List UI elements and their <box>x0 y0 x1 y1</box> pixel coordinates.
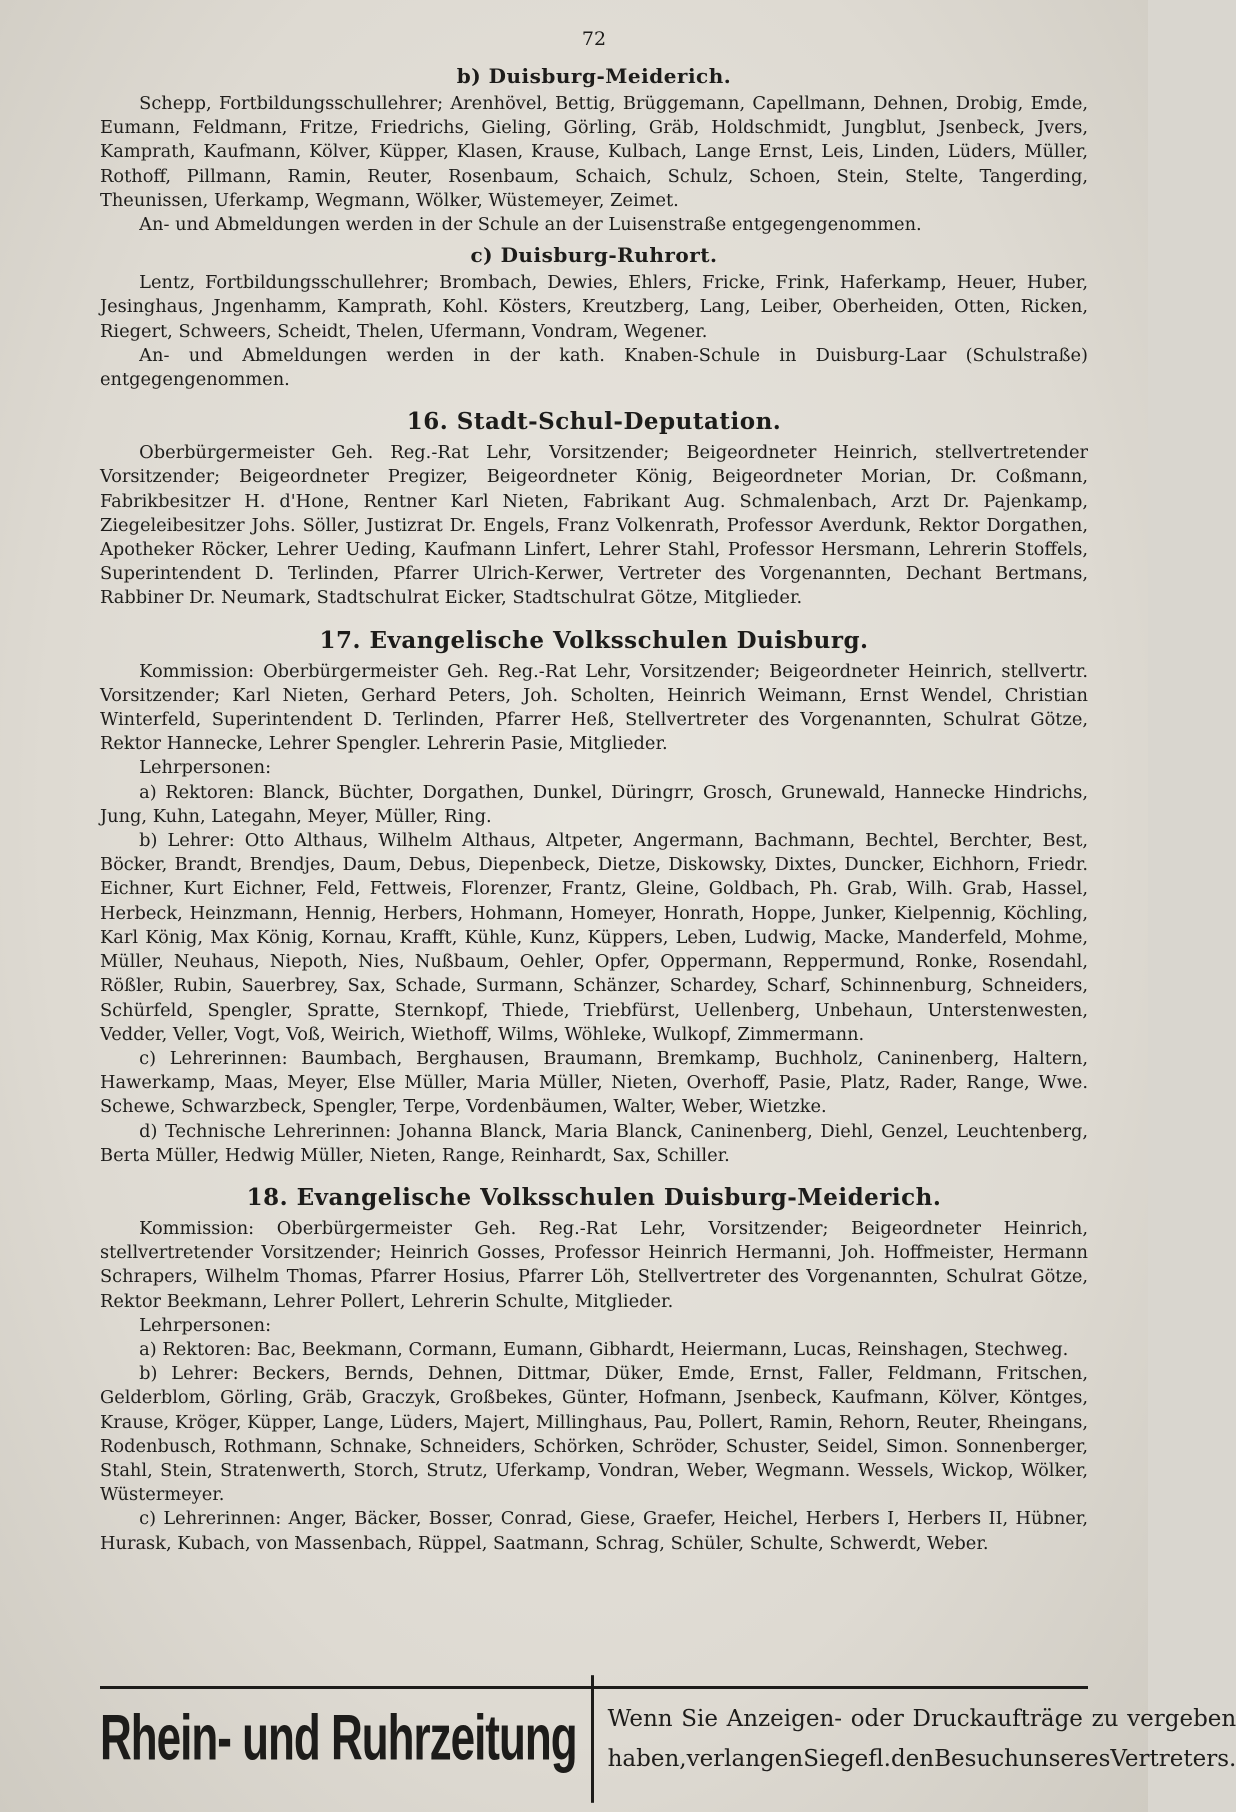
advertisement <box>100 1686 1236 1783</box>
page-number: 72 <box>581 28 607 50</box>
ad-word: vergeben <box>1127 1706 1236 1732</box>
ad-word: Sie <box>803 1746 840 1772</box>
section-paragraph: a) Rektoren: Blanck, Büchter, Dorgathen, Dunkel, Düringrr, Grosch, Grunewald, Hannecke Hindrichs, Jung, Kuhn, Lategahn, Meyer, Müller, Ring. <box>100 781 1088 827</box>
ad-word: oder <box>850 1706 904 1732</box>
ad-word: unseres <box>1018 1746 1111 1772</box>
ad-word: Wenn <box>607 1706 673 1732</box>
ad-word: Anzeigen- <box>726 1706 843 1732</box>
section-3 <box>100 627 1088 1168</box>
section-0 <box>100 64 1088 237</box>
ad-word: Druckaufträge <box>912 1706 1083 1732</box>
section-heading: 18. Evangelische Volksschulen Duisburg-Meiderich. <box>246 1183 942 1211</box>
section-heading: b) Duisburg-Meiderich. <box>456 64 732 88</box>
section-heading: 17. Evangelische Volksschulen Duisburg. <box>319 626 869 654</box>
ad-word: zu <box>1091 1706 1119 1732</box>
ad-word: Besuch <box>934 1746 1019 1772</box>
ad-word: Vertreters. <box>1110 1746 1236 1772</box>
ad-line-2 <box>608 1739 1236 1779</box>
section-paragraph: Lentz, Fortbildungsschullehrer; Brombach, Dewies, Ehlers, Fricke, Frink, Haferkamp, Heuer, Huber, Jesinghaus, Jngenhamm, Kamprath, Kohl. Kösters, Kreutzberg, Lang, Leiber, Oberheiden, Otten, Ricken, Riegert, Schweers, Scheidt, Thelen, Ufermann, Vondram, Wegener. <box>100 272 1088 342</box>
section-paragraph: c) Lehrerinnen: Anger, Bäcker, Bosser, Conrad, Giese, Graefer, Heichel, Herbers I, Herbers II, Hübner, Hurask, Kubach, von Massenbach, Rüppel, Saatmann, Schrag, Schüler, Schulte, Schwerdt, Weber. <box>100 1508 1088 1554</box>
section-paragraph: Kommission: Oberbürgermeister Geh. Reg.-Rat Lehr, Vorsitzender; Beigeordneter Heinrich, stellvertretender Vorsitzender; Heinrich Gosses, Professor Heinrich Hermanni, Joh. Hoffmeister, Hermann Schrapers, Wilhelm Thomas, Pfarrer Hosius, Pfarrer Löh, Stellvertreter des Vorgenannten, Schulrat Götze, Rektor Beekmann, Lehrer Pollert, Lehrerin Schulte, Mitglieder. <box>100 1217 1088 1312</box>
page-content <box>100 64 1088 1556</box>
section-paragraph: b) Lehrer: Beckers, Bernds, Dehnen, Dittmar, Düker, Emde, Ernst, Faller, Feldmann, Fritschen, Gelderblom, Görling, Gräb, Graczyk, Großbekes, Günter, Hofmann, Jsenbeck, Kaufmann, Kölver, Köntges, Krause, Kröger, Küpper, Lange, Lüders, Majert, Millinghaus, Pau, Pollert, Ramin, Rehorn, Reuter, Rheingans, Rodenbusch, Rothmann, Schnake, Schneiders, Schörken, Schröder, Schuster, Seidel, Simon. Sonnenberger, Stahl, Stein, Stratenwerth, Storch, Strutz, Uferkamp, Vondran, Weber, Wegmann. Wessels, Wickop, Wölker, Wüstermeyer. <box>100 1363 1088 1506</box>
section-paragraph: a) Rektoren: Bac, Beekmann, Cormann, Eumann, Gibhardt, Heiermann, Lucas, Reinshagen, Stechweg. <box>139 1338 1069 1360</box>
ad-word: den <box>890 1746 935 1772</box>
section-paragraph: Schepp, Fortbildungsschullehrer; Arenhövel, Bettig, Brüggemann, Capellmann, Dehnen, Drobig, Emde, Eumann, Feldmann, Fritze, Friedrichs, Gieling, Görling, Gräb, Holdschmidt, Jungblut, Jsenbeck, Jvers, Kamprath, Kaufmann, Kölver, Küpper, Klasen, Krause, Kulbach, Lange Ernst, Leis, Linden, Lüders, Müller, Rothoff, Pillmann, Ramin, Reuter, Rosenbaum, Schaich, Schulz, Schoen, Stein, Stelte, Tangerding, Theunissen, Uferkamp, Wegmann, Wölker, Wüstemeyer, Zeimet. <box>100 93 1088 211</box>
section-paragraph: Lehrpersonen: <box>139 757 272 779</box>
section-2 <box>100 408 1088 610</box>
section-paragraph: An- und Abmeldungen werden in der kath. Knaben-Schule in Duisburg-Laar (Schulstraße) entgegengenommen. <box>100 344 1088 391</box>
ad-text <box>594 1695 1236 1783</box>
section-paragraph: Lehrpersonen: <box>139 1314 272 1336</box>
section-heading: c) Duisburg-Ruhrort. <box>470 243 718 268</box>
ad-brand-name: Rhein- und Ruhrzeitung <box>100 1675 594 1803</box>
section-paragraph: b) Lehrer: Otto Althaus, Wilhelm Althaus, Altpeter, Angermann, Bachmann, Bechtel, Berchter, Best, Böcker, Brandt, Brendjes, Daum, Debus, Diepenbeck, Dietze, Diskowsky, Dixtes, Duncker, Eichhorn, Friedr. Eichner, Kurt Eichner, Feld, Fettweis, Florenzer, Frantz, Gleine, Goldbach, Ph. Grab, Wilh. Grab, Hassel, Herbeck, Heinzmann, Hennig, Herbers, Hohmann, Homeyer, Honrath, Hoppe, Junker, Kielpennig, Köchling, Karl König, Max König, Kornau, Krafft, Kühle, Kunz, Küppers, Leben, Ludwig, Macke, Manderfeld, Mohme, Müller, Neuhaus, Niepoth, Nies, Nußbaum, Oehler, Opfer, Oppermann, Reppermund, Ronke, Rosendahl, Rößler, Rubin, Sauerbrey, Sax, Schade, Surmann, Schänzer, Schardey, Scharf, Schinnenburg, Schneiders, Schürfeld, Spengler, Spratte, Sternkopf, Thiede, Triebfürst, Uellenberg, Unbehaun, Unterstenwesten, Vedder, Veller, Vogt, Voß, Weirich, Wiethoff, Wilms, Wöhleke, Wulkopf, Zimmermann. <box>100 830 1088 1045</box>
ad-word: verlangen <box>686 1746 804 1772</box>
ad-word: haben, <box>607 1746 687 1772</box>
section-paragraph: d) Technische Lehrerinnen: Johanna Blanck, Maria Blanck, Caninenberg, Diehl, Genzel, Leuchtenberg, Berta Müller, Hedwig Müller, Nieten, Range, Reinhardt, Sax, Schiller. <box>100 1120 1088 1166</box>
section-paragraph: c) Lehrerinnen: Baumbach, Berghausen, Braumann, Bremkamp, Buchholz, Caninenberg, Haltern, Hawerkamp, Maas, Meyer, Else Müller, Maria Müller, Nieten, Overhoff, Pasie, Platz, Rader, Range, Wwe. Schewe, Schwarzbeck, Spengler, Terpe, Vordenbäumen, Walter, Weber, Wietzke. <box>100 1047 1088 1118</box>
section-1 <box>100 243 1088 392</box>
section-paragraph: Kommission: Oberbürgermeister Geh. Reg.-Rat Lehr, Vorsitzender; Beigeordneter Heinrich, stellvertr. Vorsitzender; Karl Nieten, Gerhard Peters, Joh. Scholten, Heinrich Weimann, Ernst Wendel, Christian Winterfeld, Superintendent D. Terlinden, Pfarrer Heß, Stellvertreter des Vorgenannten, Schulrat Götze, Rektor Hannecke, Lehrer Spengler. Lehrerin Pasie, Mitglieder. <box>100 660 1088 755</box>
section-heading: 16. Stadt-Schul-Deputation. <box>406 408 782 436</box>
section-4 <box>100 1184 1088 1556</box>
ad-word: gefl. <box>839 1746 891 1772</box>
section-paragraph: An- und Abmeldungen werden in der Schule an der Luisenstraße entgegengenommen. <box>139 214 922 236</box>
ad-word: Sie <box>681 1706 718 1732</box>
section-paragraph: Oberbürgermeister Geh. Reg.-Rat Lehr, Vorsitzender; Beigeordneter Heinrich, stellvertretender Vorsitzender; Beigeordneter Pregizer, Beigeordneter König, Beigeordneter Morian, Dr. Coßmann, Fabrikbesitzer H. d'Hone, Rentner Karl Nieten, Fabrikant Aug. Schmalenbach, Arzt Dr. Pajenkamp, Ziegeleibesitzer Johs. Söller, Justizrat Dr. Engels, Franz Volkenrath, Professor Averdunk, Rektor Dorgathen, Apotheker Röcker, Lehrer Ueding, Kaufmann Linfert, Lehrer Stahl, Professor Hersmann, Lehrerin Stoffels, Superintendent D. Terlinden, Pfarrer Ulrich-Kerwer, Vertreter des Vorgenannten, Dechant Bertmans, Rabbiner Dr. Neumark, Stadtschulrat Eicker, Stadtschulrat Götze, Mitglieder. <box>100 442 1088 609</box>
ad-line-1 <box>608 1699 1236 1739</box>
